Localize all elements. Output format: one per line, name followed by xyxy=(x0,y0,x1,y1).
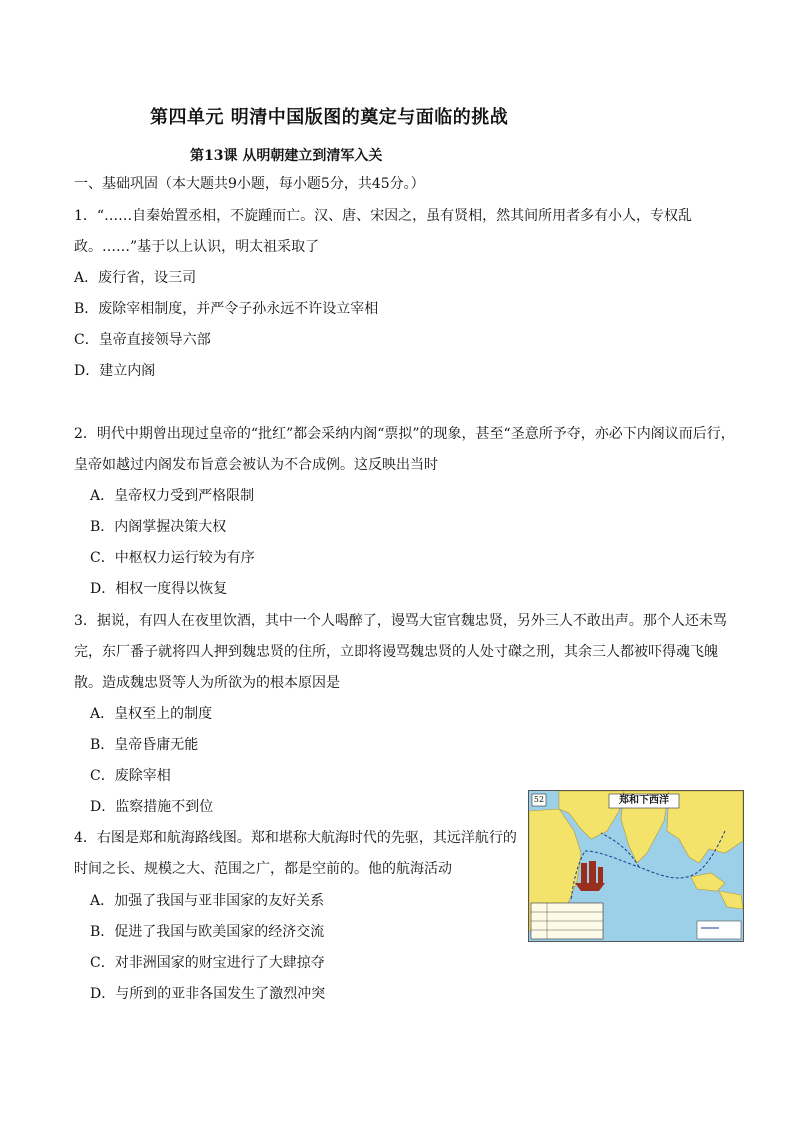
zheng-he-voyage-map xyxy=(528,790,744,942)
question-2-option-a: A．皇帝权力受到严格限制 xyxy=(90,488,255,504)
map-key-box xyxy=(697,921,741,939)
question-4-line-2: 时间之长、规模之大、范围之广，都是空前的。他的航海活动 xyxy=(74,861,452,877)
question-2-option-b: B．内阁掌握决策大权 xyxy=(90,519,227,535)
question-2-line-1: 2．明代中期曾出现过皇帝的“批红”都会采纳内阁“票拟”的现象，甚至“圣意所予夺，亦必下内阁议而后行， xyxy=(74,426,735,442)
question-3-option-d: D．监察措施不到位 xyxy=(90,799,214,815)
question-2-option-d: D．相权一度得以恢复 xyxy=(90,581,228,597)
map-title: 郑和下西洋 xyxy=(619,795,669,806)
question-1-option-c: C．皇帝直接领导六部 xyxy=(74,332,211,348)
question-4-option-d: D．与所到的亚非各国发生了激烈冲突 xyxy=(90,986,326,1002)
map-illustration xyxy=(529,791,743,941)
question-3-option-c: C．废除宰相 xyxy=(90,768,171,784)
question-3-option-b: B．皇帝昏庸无能 xyxy=(90,737,199,753)
section-heading: 一、基础巩固（本大题共9小题，每小题5分，共45分。） xyxy=(74,176,425,192)
question-2-option-c: C．中枢权力运行较为有序 xyxy=(90,550,255,566)
question-1-option-a: A．废行省，设三司 xyxy=(74,270,197,286)
question-4-option-a: A．加强了我国与亚非国家的友好关系 xyxy=(90,893,325,909)
question-1-option-d: D．建立内阁 xyxy=(74,363,156,379)
question-1-line-2: 政。……”基于以上认识，明太祖采取了 xyxy=(74,239,320,255)
unit-title: 第四单元 明清中国版图的奠定与面临的挑战 xyxy=(150,107,509,128)
question-3-option-a: A．皇权至上的制度 xyxy=(90,706,213,722)
lesson-title: 第13课 从明朝建立到清军入关 xyxy=(190,148,383,164)
question-4-option-c: C．对非洲国家的财宝进行了大肆掠夺 xyxy=(90,955,325,971)
question-3-line-3: 散。造成魏忠贤等人为所欲为的根本原因是 xyxy=(74,675,340,691)
question-1-option-b: B．废除宰相制度，并严令子孙永远不许设立宰相 xyxy=(74,301,379,317)
question-2-line-2: 皇帝如越过内阁发布旨意会被认为不合成例。这反映出当时 xyxy=(74,457,438,473)
question-3-line-1: 3．据说，有四人在夜里饮酒，其中一个人喝醉了，谩骂大宦官魏忠贤，另外三人不敢出声。那个人还未骂 xyxy=(74,613,727,629)
question-3-line-2: 完，东厂番子就将四人押到魏忠贤的住所，立即将谩骂魏忠贤的人处寸磔之刑，其余三人都被吓得魂飞魄 xyxy=(74,644,718,660)
map-number-label: 52 xyxy=(533,795,545,804)
question-4-line-1: 4．右图是郑和航海路线图。郑和堪称大航海时代的先驱，其远洋航行的 xyxy=(74,830,517,846)
question-4-option-b: B．促进了我国与欧美国家的经济交流 xyxy=(90,924,325,940)
question-1-line-1: 1．“……自秦始置丞相，不旋踵而亡。汉、唐、宋因之，虽有贤相，然其间所用者多有小人，专权乱 xyxy=(74,208,693,224)
